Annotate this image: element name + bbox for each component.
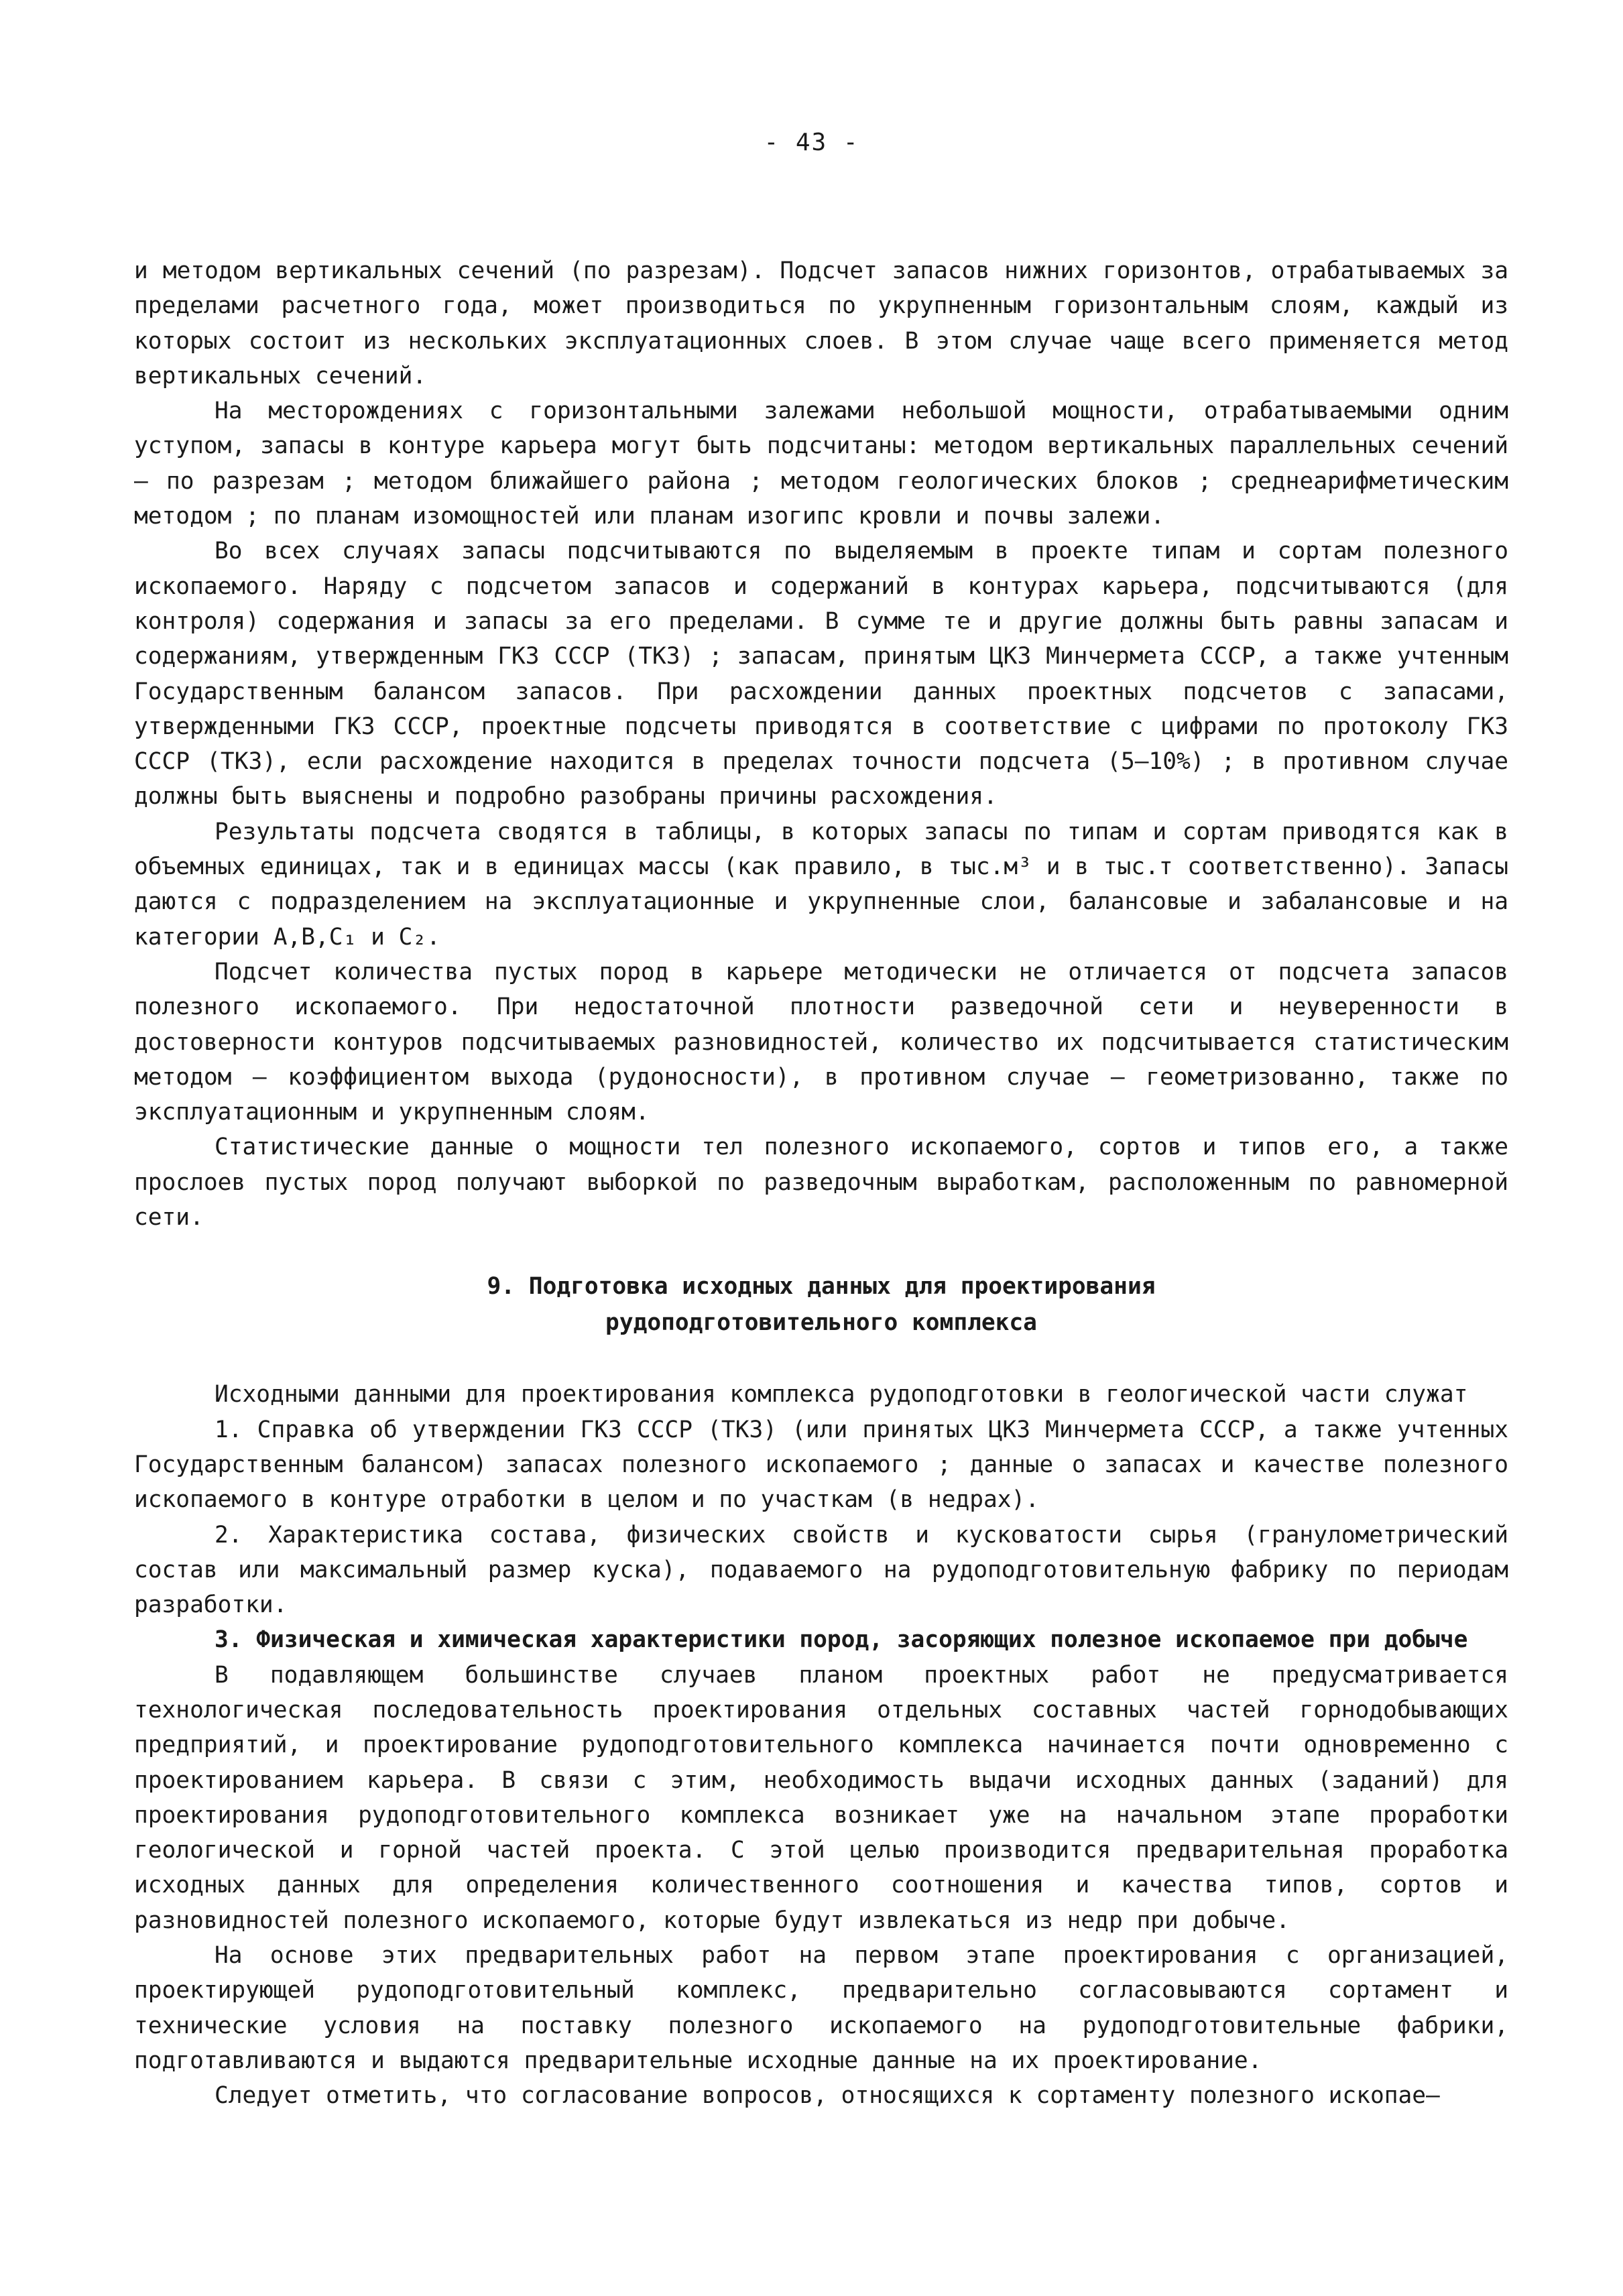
section-heading xyxy=(134,1268,1508,1341)
paragraph: На месторождениях с горизонтальными залежами небольшой мощности, отрабатываемыми одним уступом, запасы в контуре карьера могут быть подсчитаны: методом вертикальных параллельных сечений – по разрезам ; методом ближайшего района ; методом геологических блоков ; среднеарифметическим методом ; по планам изомощностей или планам изогипс кровли и почвы залежи. xyxy=(134,398,1508,530)
paragraph: Результаты подсчета сводятся в таблицы, в которых запасы по типам и сортам приводятся как в объемных единицах, так и в единицах массы (как правило, в тыс.м³ и в тыс.т соответственно). Запасы даются с подразделением на эксплуатационные и укрупненные слои, балансовые и забалансовые и на категории А,В,С₁ и С₂. xyxy=(134,818,1508,951)
page-number: - 43 - xyxy=(764,129,859,156)
numbered-item: 1. Справка об утверждении ГКЗ СССР (ТКЗ) (или принятых ЦКЗ Минчермета СССР, а также учтенных Государственным балансом) запасах полезного ископаемого ; данные о запасах и качестве полезного ископаемого в контуре отработки в целом и по участкам (в недрах). xyxy=(134,1416,1508,1514)
section-heading-line-2: рудоподготовительного комплекса xyxy=(605,1309,1037,1337)
paragraph: В подавляющем большинстве случаев планом проектных работ не предусматривается технологическая последовательность проектирования отдельных составных частей горнодобывающих предприятий, и проектирование рудоподготовительного комплекса начинается почти одновременно с проектированием карьера. В связи с этим, необходимость выдачи исходных данных (заданий) для проектирования рудоподготовительного комплекса возникает уже на начальном этапе проработки геологической и горной частей проекта. С этой целью производится предварительная проработка исходных данных для определения количественного соотношения и качества типов, сортов и разновидностей полезного ископаемого, которые будут извлекаться из недр при добыче. xyxy=(134,1661,1508,1934)
paragraph: Следует отметить, что согласование вопросов, относящихся к сортаменту полезного ископае– xyxy=(215,2082,1440,2110)
paragraph: Исходными данными для проектирования комплекса рудоподготовки в геологической части служат xyxy=(215,1381,1468,1408)
numbered-item: 2. Характеристика состава, физических свойств и кусковатости сырья (гранулометрический состав или максимальный размер куска), подаваемого на рудоподготовительную фабрику по периодам разработки. xyxy=(134,1521,1508,1619)
paragraph: Статистические данные о мощности тел полезного ископаемого, сортов и типов его, а также прослоев пустых пород получают выборкой по разведочным выработкам, расположенным по равномерной сети. xyxy=(134,1134,1508,1231)
page-body xyxy=(134,253,1508,2114)
paragraph: На основе этих предварительных работ на первом этапе проектирования с организацией, проектирующей рудоподготовительный комплекс, предварительно согласовываются сортамент и технические условия на поставку полезного ископаемого на рудоподготовительные фабрики, подготавливаются и выдаются предварительные исходные данные на их проектирование. xyxy=(134,1942,1508,2074)
numbered-item: 3. Физическая и химическая характеристики пород, засоряющих полезное ископаемое при добыче xyxy=(215,1626,1468,1654)
paragraph: и методом вертикальных сечений (по разрезам). Подсчет запасов нижних горизонтов, отрабатываемых за пределами расчетного года, может производиться по укрупненным горизонтальным слоям, каждый из которых состоит из нескольких эксплуатационных слоев. В этом случае чаще всего применяется метод вертикальных сечений. xyxy=(134,257,1508,389)
paragraph: Подсчет количества пустых пород в карьере методически не отличается от подсчета запасов полезного ископаемого. При недостаточной плотности разведочной сети и неуверенности в достоверности контуров подсчитываемых разновидностей, количество их подсчитывается статистическим методом – коэффициентом выхода (рудоносности), в противном случае – геометризованно, также по эксплуатационным и укрупненным слоям. xyxy=(134,958,1508,1126)
section-heading-line-1: 9. Подготовка исходных данных для проектирования xyxy=(487,1273,1156,1301)
paragraph: Во всех случаях запасы подсчитываются по выделяемым в проекте типам и сортам полезного ископаемого. Наряду с подсчетом запасов и содержаний в контурах карьера, подсчитываются (для контроля) содержания и запасы за его пределами. В сумме те и другие должны быть равны запасам и содержаниям, утвержденным ГКЗ СССР (ТКЗ) ; запасам, принятым ЦКЗ Минчермета СССР, а также учтенным Государственным балансом запасов. При расхождении данных проектных подсчетов с запасами, утвержденными ГКЗ СССР, проектные подсчеты приводятся в соответствие с цифрами по протоколу ГКЗ СССР (ТКЗ), если расхождение находится в пределах точности подсчета (5–10%) ; в противном случае должны быть выяснены и подробно разобраны причины расхождения. xyxy=(134,538,1508,810)
